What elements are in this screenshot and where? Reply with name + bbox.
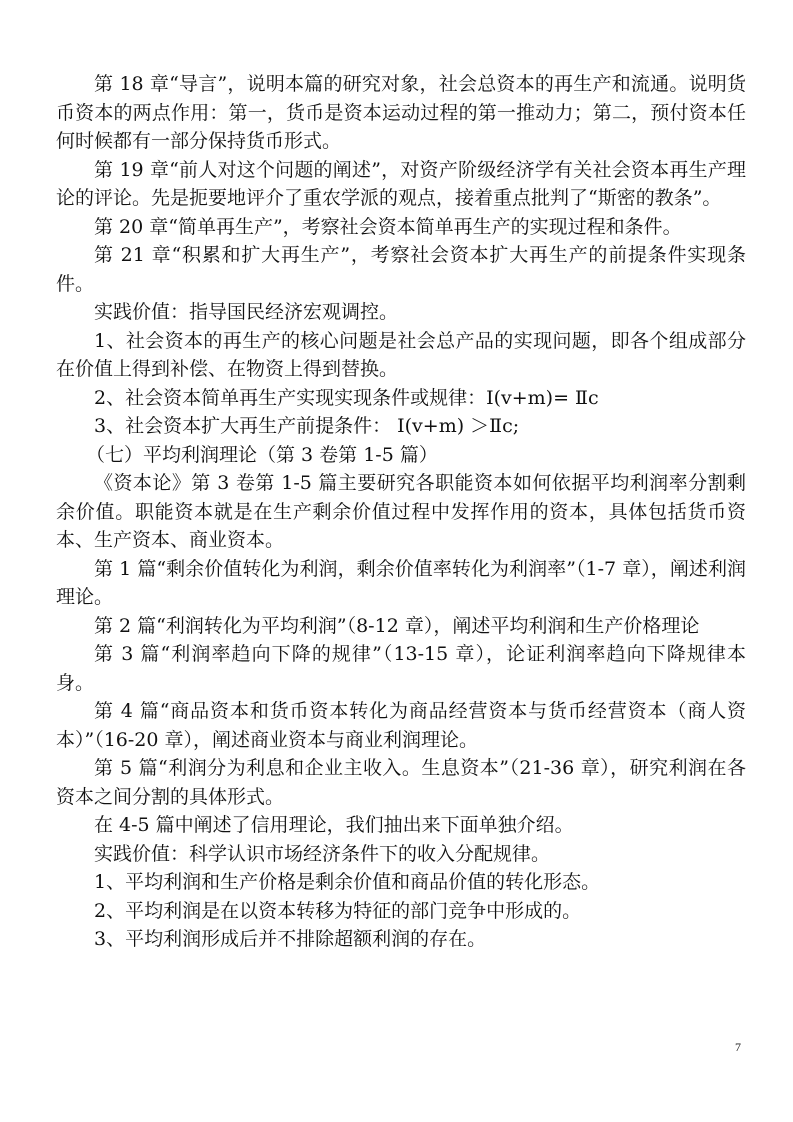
- paragraph-credit-theory: 在 4-5 篇中阐述了信用理论，我们抽出来下面单独介绍。: [94, 814, 574, 836]
- paragraph-point-2: 2、社会资本简单再生产实现实现条件或规律：Ⅰ(v+m)= Ⅱc: [94, 386, 599, 409]
- paragraph-part-4: 第 4 篇“商品资本和货币资本转化为商品经营资本与货币经营资本（商人资本）”（16-20 章），阐述商业资本与商业利润理论。: [56, 700, 746, 751]
- paragraph-profit-point-3: 3、平均利润形成后并不排除超额利润的存在。: [94, 928, 487, 950]
- paragraph-part-1: 第 1 篇“剩余价值转化为利润，剩余价值率转化为利润率”（1-7 章），阐述利润理论。: [56, 557, 746, 608]
- paragraph-profit-point-1: 1、平均利润和生产价格是剩余价值和商品价值的转化形态。: [94, 871, 601, 893]
- paragraph-point-1: 1、社会资本的再生产的核心问题是社会总产品的实现问题，即各个组成部分在价值上得到补偿、在物资上得到替换。: [56, 329, 746, 380]
- paragraph-part-2: 第 2 篇“利润转化为平均利润”（8-12 章），阐述平均利润和生产价格理论: [94, 614, 700, 637]
- paragraph-chapter-18: 第 18 章“导言”，说明本篇的研究对象，社会总资本的再生产和流通。说明货币资本的两点作用：第一，货币是资本运动过程的第一推动力；第二，预付资本任何时候都有一部分保持货币形式。: [56, 73, 746, 152]
- paragraph-profit-point-2: 2、平均利润是在以资本转移为特征的部门竞争中形成的。: [94, 899, 582, 922]
- section-heading-average-profit: （七）平均利润理论（第 3 卷第 1-5 篇）: [86, 443, 438, 466]
- paragraph-part-3: 第 3 篇“利润率趋向下降的规律”（13-15 章），论证利润率趋向下降规律本身。: [56, 643, 746, 694]
- paragraph-practical-value-1: 实践价值：指导国民经济宏观调控。: [94, 301, 399, 323]
- paragraph-point-3: 3、社会资本扩大再生产前提条件： Ⅰ(v+m) ＞Ⅱc;: [94, 415, 520, 437]
- paragraph-chapter-19: 第 19 章“前人对这个问题的阐述”，对资产阶级经济学有关社会资本再生产理论的评论。先是扼要地评介了重农学派的观点，接着重点批判了“斯密的教条”。: [56, 158, 746, 209]
- paragraph-practical-value-2: 实践价值：科学认识市场经济条件下的收入分配规律。: [94, 842, 551, 865]
- paragraph-part-5: 第 5 篇“利润分为利息和企业主收入。生息资本”（21-36 章），研究利润在各资本之间分割的具体形式。: [56, 757, 746, 808]
- paragraph-chapter-20: 第 20 章“简单再生产”，考察社会资本简单再生产的实现过程和条件。: [94, 215, 682, 238]
- paragraph-chapter-21: 第 21 章“积累和扩大再生产”，考察社会资本扩大再生产的前提条件实现条件。: [56, 244, 746, 295]
- paragraph-volume-3-intro: 《资本论》第 3 卷第 1-5 篇主要研究各职能资本如何依据平均利润率分割剩余价值。职能资本就是在生产剩余价值过程中发挥作用的资本，具体包括货币资本、生产资本、商业资本。: [56, 472, 746, 551]
- document-body: [56, 70, 746, 954]
- page-number: 7: [735, 1040, 741, 1054]
